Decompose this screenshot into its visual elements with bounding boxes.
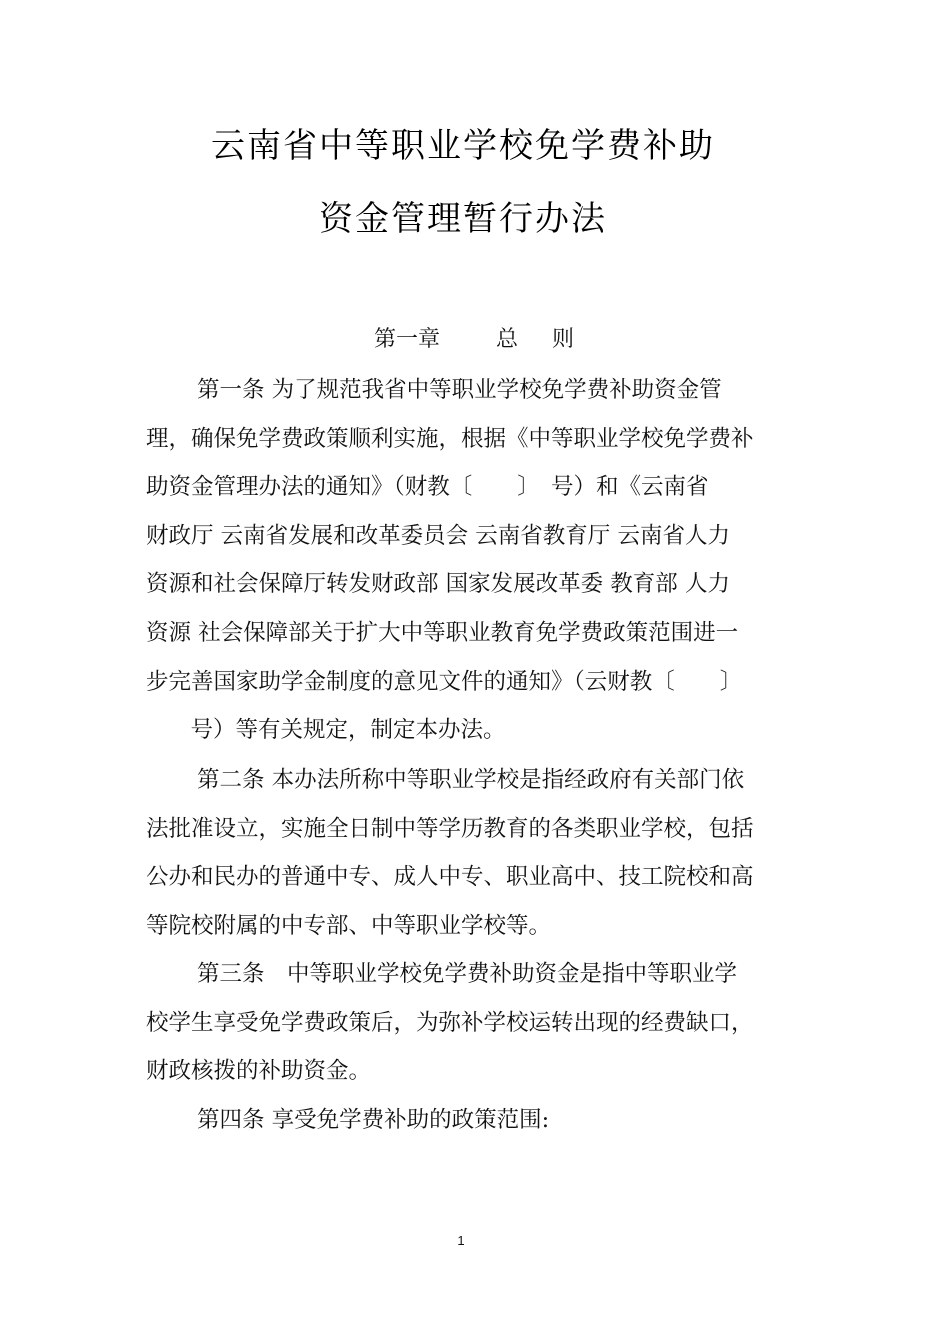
paragraph-line: 法批准设立，实施全日制中等学历教育的各类职业学校，包括 <box>146 815 754 842</box>
chapter-heading <box>374 322 574 353</box>
article-3-paragraph <box>146 950 786 1096</box>
paragraph-line: 公办和民办的普通中专、成人中专、职业高中、技工院校和高 <box>146 864 754 891</box>
paragraph-line: 第二条 本办法所称中等职业学校是指经政府有关部门依 <box>197 767 745 793</box>
paragraph-line: 步完善国家助学金制度的意见文件的通知》（云财教〔 〕 <box>146 668 743 695</box>
paragraph-line: 第三条 中等职业学校免学费补助资金是指中等职业学 <box>197 961 738 987</box>
paragraph-line: 助资金管理办法的通知》（财教〔 〕 号）和《云南省 <box>146 474 709 501</box>
paragraph-line: 财政核拨的补助资金。 <box>146 1058 372 1085</box>
chapter-name-part-1: 总 <box>496 327 519 352</box>
paragraph-line: 等院校附属的中专部、中等职业学校等。 <box>146 912 552 939</box>
paragraph-line: 理，确保免学费政策顺利实施，根据《中等职业学校免学费补 <box>146 425 754 452</box>
page-number: 1 <box>457 1233 465 1248</box>
article-2-paragraph <box>146 756 786 950</box>
paragraph-line: 资源 社会保障部关于扩大中等职业教育免学费政策范围进一 <box>146 619 739 646</box>
paragraph-line: 号）等有关规定，制定本办法。 <box>168 717 506 744</box>
document-title-line-1: 云南省中等职业学校免学费补助 <box>211 126 715 166</box>
chapter-label: 第一章 <box>374 327 441 352</box>
paragraph-line: 资源和社会保障厅转发财政部 国家发展改革委 教育部 人力 <box>146 571 730 598</box>
paragraph-line: 第四条 享受免学费补助的政策范围: <box>197 1107 550 1133</box>
paragraph-line: 校学生享受免学费政策后，为弥补学校运转出现的经费缺口， <box>146 1009 754 1036</box>
paragraph-line: 财政厅 云南省发展和改革委员会 云南省教育厅 云南省人力 <box>146 522 730 549</box>
article-4-paragraph <box>146 1096 786 1145</box>
chapter-name-part-2: 则 <box>552 327 575 352</box>
document-title-line-2: 资金管理暂行办法 <box>319 199 607 239</box>
paragraph-line: 第一条 为了规范我省中等职业学校免学费补助资金管 <box>197 377 722 403</box>
article-1-paragraph <box>146 366 786 755</box>
